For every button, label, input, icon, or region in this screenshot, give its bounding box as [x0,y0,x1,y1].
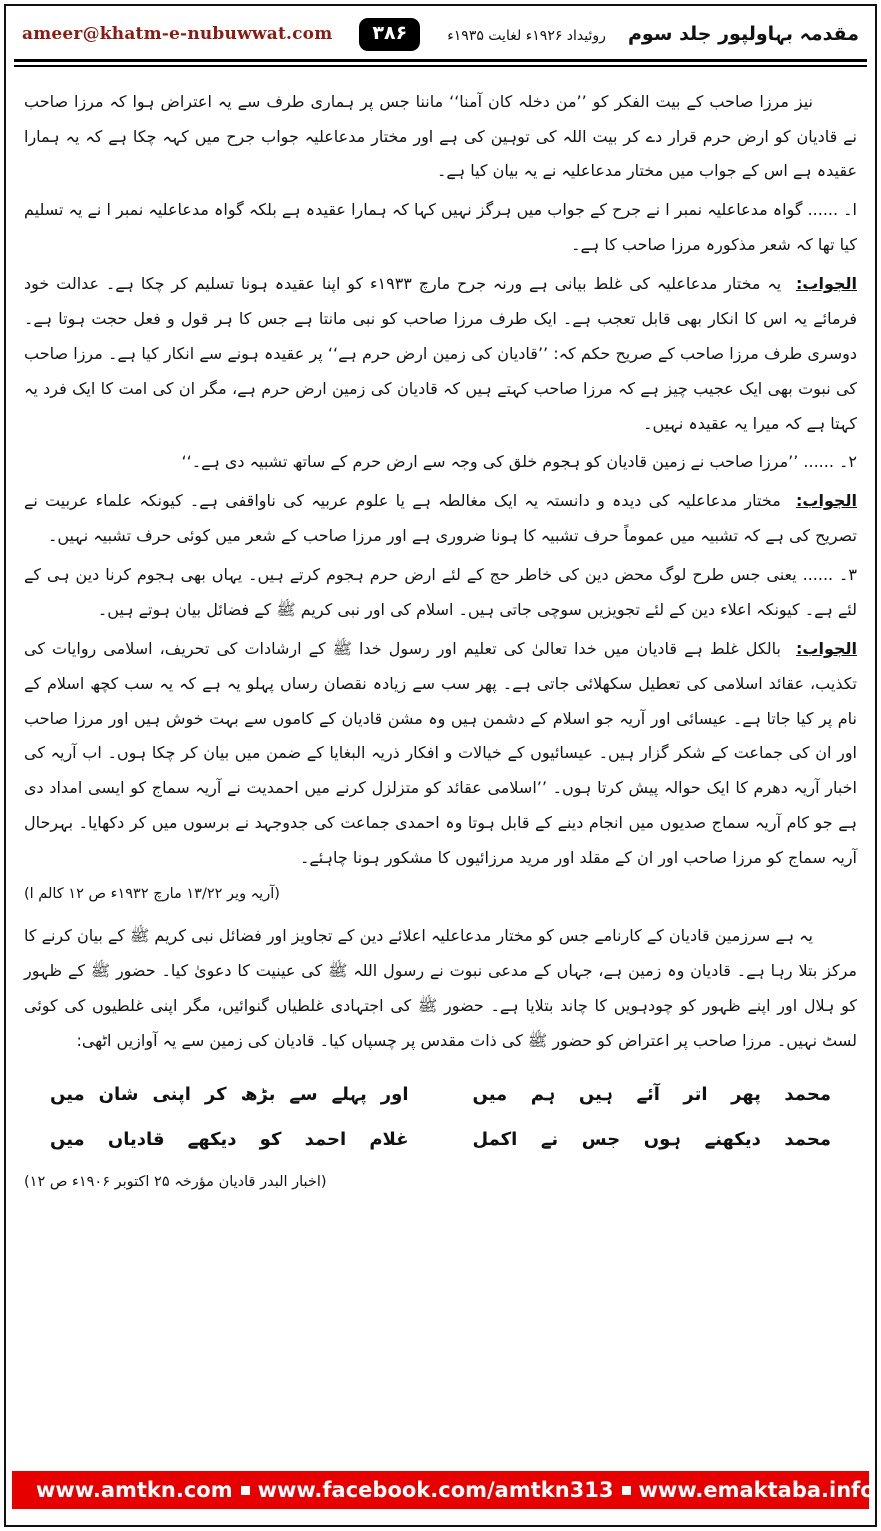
square-separator-icon [241,1486,250,1495]
page-body [6,67,875,1198]
answer-label: الجواب: [795,491,857,511]
verse-line [50,1117,831,1162]
footer-links-bar [12,1471,875,1509]
paragraph-text: بالکل غلط ہے قادیان میں خدا تعالیٰ کی تعلیم اور رسول خدا ﷺ کے ارشادات کی تحریف، اسلامی روایات کی تکذیب، عقائد اسلامی کی تعطیل سکھلائی جاتی ہے۔ پھر سب سے زیادہ نقصان رساں پہلو یہ ہے کہ یہ سب کچھ اسلام کے نام پر کیا جاتا ہے۔ عیسائی اور آریہ جو اسلام کے دشمن ہیں وہ مشن قادیان کے کاموں سے بہت خوش ہیں اور مرزا صاحب اور ان کی جماعت کے شکر گزار ہیں۔ عیسائیوں کے خیالات و افکار ذریہ البغایا کے ضمن میں بیان کر چکا ہوں۔ اب آریہ کی اخبار آریہ دھرم کا ایک حوالہ پیش کرتا ہوں۔ ’’اسلامی عقائد کو متزلزل کرنے میں احمدیت نے آریہ سماج کو ایسی امداد دی ہے جو کام آریہ سماج صدیوں میں انجام دینے کے قابل ہوتا وہ احمدی جماعت کی جدوجہد نے برسوں میں کر دکھایا۔ بہرحال آریہ سماج کو مرزا صاحب اور ان کے مقلد اور مرید مرزائیوں کا مشکور ہونا چاہئے۔ [24,638,857,868]
header-divider [14,59,867,67]
paragraph-intro [24,85,857,190]
paragraph-point-3 [24,558,857,628]
square-separator-icon [622,1486,631,1495]
email-link[interactable]: ameer@khatm-e-nubuwwat.com [22,24,333,45]
citation-al-badr: (اخبار البدر قادیان مؤرخہ ۲۵ اکتوبر ۱۹۰۶ء ص ۱۲) [24,1174,327,1191]
paragraph-text: نیز مرزا صاحب کے بیت الفکر کو ’’من دخلہ کان آمنا‘‘ ماننا جس پر ہماری طرف سے یہ اعتراض ہوا کہ مرزا صاحب نے قادیان کو ارض حرم قرار دے کر بیت اللہ کی توہین کی ہے اور مختار مدعاعلیہ جواب جرح میں کہہ چکا ہے کہ یہ ہمارا عقیدہ ہے اس کے جواب میں مختار مدعاعلیہ نے یہ بیان کیا ہے۔ [24,91,857,181]
hemistich-right: محمد پھر اتر آئے ہیں ہم میں [472,1084,831,1106]
paragraph-qadian [24,919,857,1059]
paragraph-answer-3 [24,632,857,876]
paragraph-point-1 [24,193,857,263]
paragraph-answer-2 [24,484,857,554]
footer-link-amtkn[interactable]: www.amtkn.com [36,1478,233,1502]
verse-line [50,1072,831,1117]
header-titles [447,23,859,45]
paragraph-text: یہ مختار مدعاعلیہ کی غلط بیانی ہے ورنہ جرح مارچ ۱۹۳۳ء کو اپنا عقیدہ ہونا تسلیم کر چکا ہے۔ عدالت خود فرمائے یہ اس کا انکار بھی قابل تعجب ہے۔ ایک طرف مرزا صاحب کو نبی مانتا ہے جس کا ہر قول و فعل حجت ہوتا ہے۔ دوسری طرف مرزا صاحب کے صریح حکم کہ: ’’قادیان کی زمین ارض حرم ہے‘‘ پر عقیدہ ہونے سے انکار کیا ہے۔ مرزا صاحب کی نبوت بھی ایک عجیب چیز ہے کہ مرزا صاحب کہتے ہیں کہ قادیان کی زمین ارض حرم ہے، مگر ان کی امت کا ایک فرد یہ کہتا ہے کہ میرا یہ عقیدہ نہیں۔ [24,274,857,433]
paragraph-answer-1 [24,267,857,441]
paragraph-point-2 [24,445,857,480]
poetry-block [24,1062,857,1166]
citation-arya-veer: (آریہ ویر ۱۳/۲۲ مارچ ۱۹۳۲ء ص ۱۲ کالم ا) [24,885,280,902]
footer-link-facebook[interactable]: www.facebook.com/amtkn313 [257,1478,614,1502]
footer-link-emaktaba[interactable]: www.emaktaba.info [638,1478,875,1502]
paragraph-text: ا۔ ...... گواہ مدعاعلیہ نمبر ا نے جرح کے جواب میں ہرگز نہیں کہا کہ ہمارا عقیدہ ہے بلکہ گواہ مدعاعلیہ نمبر ا نے یہ تسلیم کیا تھا کہ شعر مذکورہ مرزا صاحب کا ہے۔ [24,200,857,255]
page-number-badge: ۳۸۶ [359,18,420,51]
volume-date-range: روئیداد ۱۹۲۶ء لغایت ۱۹۳۵ء [447,28,606,45]
answer-label: الجواب: [796,638,858,658]
hemistich-left: اور پہلے سے بڑھ کر اپنی شان میں [50,1084,409,1106]
paragraph-text: مختار مدعاعلیہ کی دیدہ و دانستہ یہ ایک مغالطہ ہے یا علوم عربیہ کی ناواقفی ہے۔ کیونکہ علماء عربیت نے تصریح کی ہے کہ تشبیہ میں عموماً حرف تشبیہ کا ہونا ضروری ہے اور مرزا صاحب کے شعر میں کوئی حرف تشبیہ نہیں۔ [24,491,857,546]
page-header [6,6,875,57]
hemistich-left: غلام احمد کو دیکھے قادیاں میں [50,1129,409,1151]
answer-label: الجواب: [796,274,858,294]
hemistich-right: محمد دیکھنے ہوں جس نے اکمل [472,1129,831,1151]
paragraph-text: یہ ہے سرزمین قادیان کے کارنامے جس کو مختار مدعاعلیہ اعلائے دین کے تجاویز اور فضائل نبی کریم ﷺ کے بیان کرنے کا مرکز بتلا رہا ہے۔ قادیان وہ زمین ہے، جہاں کے مدعی نبوت نے رسول اللہ ﷺ کی عینیت کا دعویٰ کیا۔ حضور ﷺ کے ظہور کو ہلال اور اپنے ظہور کو چودہویں کا چاند بتلایا ہے۔ حضور ﷺ کی اجتہادی غلطیاں گنوائیں، مگر اپنی غلطیوں کی کوئی لسٹ نہیں۔ مرزا صاحب پر اعتراض کو حضور ﷺ کی ذات مقدس پر چسپاں کیا۔ قادیان کی زمین سے یہ آوازیں اٹھی: [24,925,857,1050]
paragraph-text: ۲۔ ...... ’’مرزا صاحب نے زمین قادیان کو ہجوم خلق کی وجہ سے ارض حرم کے ساتھ تشبیہ دی ہے۔‘‘ [181,452,857,472]
book-title: مقدمہ بہاولپور جلد سوم [627,23,859,46]
document-page [4,4,877,1527]
paragraph-text: ۳۔ ...... یعنی جس طرح لوگ محض دین کی خاطر حج کے لئے ارض حرم ہجوم کرتے ہیں۔ یہاں بھی ہجوم کرنا دین ہی کے لئے ہے۔ کیونکہ اعلاء دین کے لئے تجویزیں سوچی جاتی ہیں۔ اسلام کی اور نبی کریم ﷺ کے فضائل بیان ہوتے ہیں۔ [24,565,857,619]
